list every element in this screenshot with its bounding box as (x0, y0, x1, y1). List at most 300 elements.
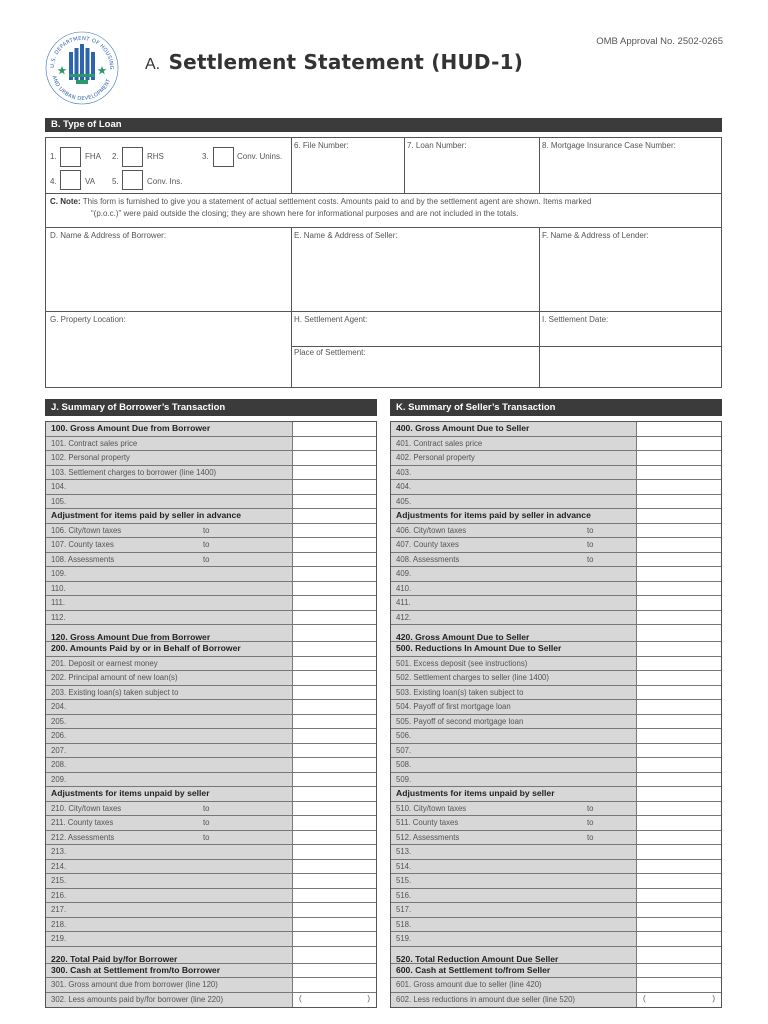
amount-field[interactable] (293, 524, 376, 538)
amount-field[interactable] (293, 480, 376, 494)
line-label-cell (391, 596, 637, 610)
line-label-cell (391, 437, 637, 451)
line-label-cell (391, 611, 637, 625)
amount-field[interactable] (637, 816, 721, 830)
line-label: Adjustments for items unpaid by seller (396, 788, 555, 798)
amount-field[interactable] (637, 758, 721, 772)
line-label: 408. Assessments (396, 554, 460, 564)
line-label: 213. (51, 847, 67, 856)
title-text: Settlement Statement (HUD-1) (168, 50, 524, 74)
paren-open: ( (643, 993, 646, 1003)
amount-field[interactable] (293, 729, 376, 743)
line-label: 210. City/town taxes (51, 803, 122, 813)
amount-field[interactable] (293, 845, 376, 859)
line-label-cell (391, 802, 637, 816)
line-label: 206. (51, 731, 67, 740)
seller-line-row (391, 611, 721, 626)
line-label: 406. City/town taxes (396, 525, 467, 535)
line-label: 214. (51, 861, 67, 871)
amount-field[interactable] (637, 903, 721, 917)
line-label: 215. (51, 876, 67, 885)
divider (404, 137, 405, 193)
checkbox-rhs[interactable] (122, 147, 143, 167)
line-label-cell (46, 978, 293, 992)
line-label-cell (46, 538, 293, 552)
borrower-line-row (46, 657, 376, 672)
line-label-cell (46, 480, 293, 494)
section-k-bar: K. Summary of Seller’s Transaction (390, 399, 722, 416)
borrower-line-row (46, 874, 376, 889)
amount-field[interactable] (293, 671, 376, 685)
line-label-cell (46, 787, 293, 801)
option-label-fha: FHA (85, 152, 101, 161)
seller-line-row (391, 582, 721, 597)
line-label: 410. (396, 583, 412, 593)
borrower-line-row (46, 903, 376, 918)
line-label-cell (46, 553, 293, 567)
amount-field[interactable] (637, 437, 721, 451)
to-label: to (587, 832, 594, 842)
omb-approval-number: OMB Approval No. 2502-0265 (596, 36, 723, 47)
borrower-label: D. Name & Address of Borrower: (50, 231, 167, 240)
borrower-line-row (46, 538, 376, 553)
line-label: 300. Cash at Settlement from/to Borrower (51, 964, 221, 975)
amount-field[interactable] (637, 993, 721, 1008)
line-label-cell (46, 773, 293, 787)
amount-field[interactable] (293, 437, 376, 451)
line-label: 518. (396, 919, 412, 929)
line-label: 211. County taxes (51, 818, 114, 827)
line-label: 217. (51, 905, 67, 914)
line-label-cell (391, 874, 637, 888)
amount-field[interactable] (293, 495, 376, 509)
amount-field[interactable] (637, 802, 721, 816)
line-label: 220. Total Paid by/for Borrower (51, 953, 178, 963)
line-label: 203. Existing loan(s) taken subject to (51, 687, 179, 697)
amount-field[interactable] (637, 582, 721, 596)
line-label: 109. (51, 569, 67, 578)
amount-field[interactable] (637, 860, 721, 874)
checkbox-va[interactable] (60, 170, 81, 190)
borrower-line-row (46, 932, 376, 947)
line-label-cell (391, 947, 637, 963)
section-b-bar: B. Type of Loan (45, 118, 722, 132)
line-label-cell (391, 964, 637, 978)
seller-line-row (391, 715, 721, 730)
amount-field[interactable] (637, 567, 721, 581)
line-label-cell (46, 993, 293, 1008)
line-label: 108. Assessments (51, 554, 115, 564)
line-label: 120. Gross Amount Due from Borrower (51, 632, 211, 641)
amount-field[interactable] (293, 553, 376, 567)
amount-field[interactable] (637, 889, 721, 903)
to-label: to (587, 540, 594, 549)
line-label-cell (46, 686, 293, 700)
seller-line-row (391, 466, 721, 481)
line-label-cell (391, 642, 637, 656)
seller-line-row (391, 874, 721, 889)
amount-field[interactable] (293, 538, 376, 552)
checkbox-fha[interactable] (60, 147, 81, 167)
line-label: 218. (51, 919, 67, 929)
amount-field[interactable] (293, 903, 376, 917)
option-number: 5. (112, 177, 119, 186)
amount-field[interactable] (637, 918, 721, 932)
line-label: Adjustments for items unpaid by seller (51, 788, 210, 798)
line-label-cell (46, 802, 293, 816)
amount-field[interactable] (637, 671, 721, 685)
line-label-cell (391, 509, 637, 523)
line-label: 204. (51, 702, 67, 711)
line-label-cell (46, 964, 293, 978)
line-label: 506. (396, 731, 412, 740)
borrower-line-row (46, 918, 376, 933)
line-label: 520. Total Reduction Amount Due Seller (396, 953, 559, 963)
amount-field[interactable] (293, 860, 376, 874)
amount-field[interactable] (293, 596, 376, 610)
seller-section-row (391, 422, 721, 437)
note-label: C. Note: (50, 197, 81, 206)
seller-section-row (391, 787, 721, 802)
line-label: 202. Principal amount of new loan(s) (51, 673, 178, 682)
seller-line-row (391, 538, 721, 553)
seller-line-row (391, 993, 721, 1008)
amount-field[interactable] (637, 729, 721, 743)
amount-field[interactable] (637, 947, 721, 963)
line-label-cell (46, 671, 293, 685)
line-label: 411. (396, 598, 411, 607)
line-label-cell (391, 567, 637, 581)
amount-field[interactable] (293, 816, 376, 830)
line-label-cell (46, 715, 293, 729)
line-label: 505. Payoff of second mortgage loan (396, 716, 524, 726)
line-label: 207. (51, 745, 67, 755)
hud-seal-logo (44, 30, 120, 106)
line-label: 100. Gross Amount Due from Borrower (51, 423, 211, 433)
borrower-section-row (46, 509, 376, 524)
line-label: 602. Less reductions in amount due seller (line 520) (396, 994, 576, 1004)
line-label: 511. County taxes (396, 818, 459, 827)
amount-field[interactable] (637, 874, 721, 888)
line-label-cell (391, 758, 637, 772)
seller-line-row (391, 700, 721, 715)
seller-line-row (391, 802, 721, 817)
line-label: Adjustment for items paid by seller in advance (51, 510, 242, 520)
borrower-line-row (46, 596, 376, 611)
option-label-va: VA (85, 177, 96, 186)
place-of-settlement-label: Place of Settlement: (294, 348, 366, 357)
section-j-bar: J. Summary of Borrower’s Transaction (45, 399, 377, 416)
divider (291, 137, 292, 193)
line-label-cell (46, 611, 293, 625)
seller-section-row (391, 642, 721, 657)
line-label-cell (46, 889, 293, 903)
borrower-line-row (46, 993, 376, 1008)
line-label-cell (46, 422, 293, 436)
line-label: 601. Gross amount due to seller (line 420) (396, 980, 542, 989)
line-label-cell (391, 582, 637, 596)
line-label: 515. (396, 876, 412, 885)
borrower-line-row (46, 889, 376, 904)
file-number-label: 6. File Number: (294, 141, 349, 150)
line-label-cell (46, 729, 293, 743)
line-label: 102. Personal property (51, 453, 130, 462)
line-label: 201. Deposit or earnest money (51, 658, 158, 668)
amount-field (293, 787, 376, 801)
to-label: to (203, 818, 210, 827)
line-label-cell (46, 918, 293, 932)
checkbox-conv-ins[interactable] (122, 170, 143, 190)
divider (539, 137, 540, 193)
amount-field[interactable] (293, 802, 376, 816)
borrower-section-row (46, 787, 376, 802)
line-label: 301. Gross amount due from borrower (line 120) (51, 980, 218, 989)
amount-field[interactable] (637, 831, 721, 845)
line-label: 519. (396, 934, 412, 943)
borrower-line-row (46, 553, 376, 568)
line-label: 409. (396, 569, 412, 578)
line-label: 107. County taxes (51, 540, 114, 549)
line-label: 508. (396, 760, 412, 769)
borrower-section-row (46, 625, 376, 642)
settlement-date-label: I. Settlement Date: (542, 315, 609, 324)
lender-label: F. Name & Address of Lender: (542, 231, 649, 240)
line-label-cell (391, 889, 637, 903)
amount-field[interactable] (293, 567, 376, 581)
line-label-cell (391, 729, 637, 743)
to-label: to (587, 818, 594, 827)
line-label: 200. Amounts Paid by or in Behalf of Borrower (51, 643, 241, 653)
borrower-line-row (46, 978, 376, 993)
amount-field (637, 787, 721, 801)
borrower-line-row (46, 860, 376, 875)
amount-field[interactable] (637, 845, 721, 859)
seller-section-row (391, 964, 721, 979)
divider (45, 193, 722, 194)
amount-field[interactable] (637, 625, 721, 641)
amount-field[interactable] (637, 538, 721, 552)
line-label: 205. (51, 716, 67, 726)
line-label: 512. Assessments (396, 832, 460, 842)
amount-field (637, 964, 721, 978)
amount-field[interactable] (637, 686, 721, 700)
seller-line-row (391, 686, 721, 701)
line-label-cell (391, 700, 637, 714)
amount-field[interactable] (637, 715, 721, 729)
amount-field[interactable] (293, 918, 376, 932)
line-label-cell (391, 625, 637, 641)
line-label-cell (391, 744, 637, 758)
line-label-cell (391, 978, 637, 992)
line-label-cell (46, 874, 293, 888)
line-label-cell (46, 744, 293, 758)
amount-field[interactable] (637, 773, 721, 787)
amount-field[interactable] (637, 657, 721, 671)
option-number: 4. (50, 177, 57, 186)
borrower-line-row (46, 524, 376, 539)
amount-field[interactable] (293, 611, 376, 625)
amount-field[interactable] (637, 596, 721, 610)
seller-section-row (391, 947, 721, 964)
line-label-cell (391, 993, 637, 1008)
amount-field[interactable] (293, 657, 376, 671)
line-label: 103. Settlement charges to borrower (line 1400) (51, 467, 217, 477)
line-label-cell (46, 509, 293, 523)
amount-field (293, 509, 376, 523)
option-number: 3. (202, 152, 209, 161)
line-label-cell (46, 437, 293, 451)
line-label-cell (46, 466, 293, 480)
amount-field[interactable] (293, 932, 376, 946)
line-label: 507. (396, 745, 412, 755)
amount-field[interactable] (637, 978, 721, 992)
line-label: 112. (51, 612, 66, 622)
borrower-line-row (46, 802, 376, 817)
line-label: 106. City/town taxes (51, 525, 122, 535)
form-title (145, 50, 523, 74)
amount-field[interactable] (293, 993, 376, 1008)
amount-field[interactable] (637, 480, 721, 494)
borrower-line-row (46, 845, 376, 860)
line-label: 209. (51, 774, 67, 784)
amount-field[interactable] (637, 524, 721, 538)
seller-line-row (391, 932, 721, 947)
amount-field[interactable] (293, 947, 376, 963)
line-label: 407. County taxes (396, 540, 459, 549)
line-label-cell (391, 903, 637, 917)
borrower-section-row (46, 422, 376, 437)
amount-field[interactable] (293, 451, 376, 465)
amount-field[interactable] (293, 466, 376, 480)
line-label-cell (391, 657, 637, 671)
line-label: 500. Reductions In Amount Due to Seller (396, 643, 562, 653)
line-label: 400. Gross Amount Due to Seller (396, 423, 530, 433)
paren-close: ) (712, 993, 715, 1003)
amount-field[interactable] (293, 625, 376, 641)
amount-field[interactable] (637, 932, 721, 946)
amount-field[interactable] (293, 686, 376, 700)
borrower-line-row (46, 773, 376, 788)
seller-line-row (391, 524, 721, 539)
line-label-cell (391, 715, 637, 729)
seller-section-row (391, 625, 721, 642)
borrower-line-row (46, 466, 376, 481)
divider (291, 227, 292, 388)
seller-line-row (391, 744, 721, 759)
amount-field[interactable] (293, 715, 376, 729)
title-prefix: A. (145, 56, 161, 73)
line-label-cell (391, 466, 637, 480)
line-label: 404. (396, 482, 412, 491)
line-label-cell (391, 860, 637, 874)
option-number: 2. (112, 152, 119, 161)
line-label: 502. Settlement charges to seller (line 1400) (396, 673, 549, 682)
borrower-line-row (46, 582, 376, 597)
amount-field[interactable] (293, 889, 376, 903)
line-label: 503. Existing loan(s) taken subject to (396, 687, 524, 697)
amount-field[interactable] (293, 874, 376, 888)
line-label-cell (391, 845, 637, 859)
borrower-summary-table (45, 421, 377, 1008)
to-label: to (587, 803, 594, 813)
seller-line-row (391, 671, 721, 686)
amount-field[interactable] (293, 700, 376, 714)
borrower-line-row (46, 686, 376, 701)
to-label: to (203, 803, 210, 813)
borrower-line-row (46, 437, 376, 452)
line-label: 105. (51, 496, 67, 506)
svg-text:AND URBAN DEVELOPMENT: AND URBAN DEVELOPMENT (50, 74, 113, 103)
amount-field[interactable] (637, 611, 721, 625)
line-label-cell (46, 947, 293, 963)
divider (539, 227, 540, 388)
line-label-cell (391, 480, 637, 494)
line-label-cell (46, 524, 293, 538)
note-line-1: This form is furnished to give you a statement of actual settlement costs. Amounts paid to and by the settlement agent are shown. Items marked (82, 197, 592, 206)
line-label: 401. Contract sales price (396, 438, 483, 448)
seller-line-row (391, 978, 721, 993)
seller-line-row (391, 831, 721, 846)
to-label: to (203, 832, 210, 842)
borrower-line-row (46, 816, 376, 831)
line-label-cell (391, 524, 637, 538)
borrower-section-row (46, 642, 376, 657)
amount-field[interactable] (637, 553, 721, 567)
line-label: 514. (396, 861, 412, 871)
line-label-cell (46, 582, 293, 596)
mortgage-case-label: 8. Mortgage Insurance Case Number: (542, 141, 676, 150)
line-label: 111. (51, 598, 66, 607)
borrower-line-row (46, 480, 376, 495)
amount-field[interactable] (293, 831, 376, 845)
borrower-line-row (46, 758, 376, 773)
amount-field[interactable] (293, 773, 376, 787)
line-label-cell (391, 831, 637, 845)
amount-field[interactable] (637, 700, 721, 714)
line-label-cell (46, 657, 293, 671)
amount-field[interactable] (293, 744, 376, 758)
amount-field (637, 509, 721, 523)
line-label-cell (391, 816, 637, 830)
line-label-cell (391, 495, 637, 509)
line-label: 110. (51, 583, 66, 593)
option-label-conv-unins: Conv. Unins. (237, 152, 283, 161)
checkbox-conv-unins[interactable] (213, 147, 234, 167)
loan-number-label: 7. Loan Number: (407, 141, 467, 150)
to-label: to (203, 525, 210, 535)
amount-field[interactable] (637, 451, 721, 465)
borrower-line-row (46, 700, 376, 715)
amount-field (293, 642, 376, 656)
amount-field[interactable] (637, 744, 721, 758)
amount-field[interactable] (637, 495, 721, 509)
seller-line-row (391, 845, 721, 860)
borrower-line-row (46, 451, 376, 466)
settlement-agent-label: H. Settlement Agent: (294, 315, 368, 324)
amount-field[interactable] (637, 466, 721, 480)
seller-line-row (391, 860, 721, 875)
line-label-cell (391, 422, 637, 436)
amount-field[interactable] (293, 978, 376, 992)
borrower-line-row (46, 671, 376, 686)
amount-field[interactable] (293, 758, 376, 772)
line-label-cell (46, 831, 293, 845)
line-label: 600. Cash at Settlement to/from Seller (396, 964, 551, 975)
seller-line-row (391, 773, 721, 788)
seller-line-row (391, 918, 721, 933)
amount-field[interactable] (293, 582, 376, 596)
borrower-line-row (46, 611, 376, 626)
